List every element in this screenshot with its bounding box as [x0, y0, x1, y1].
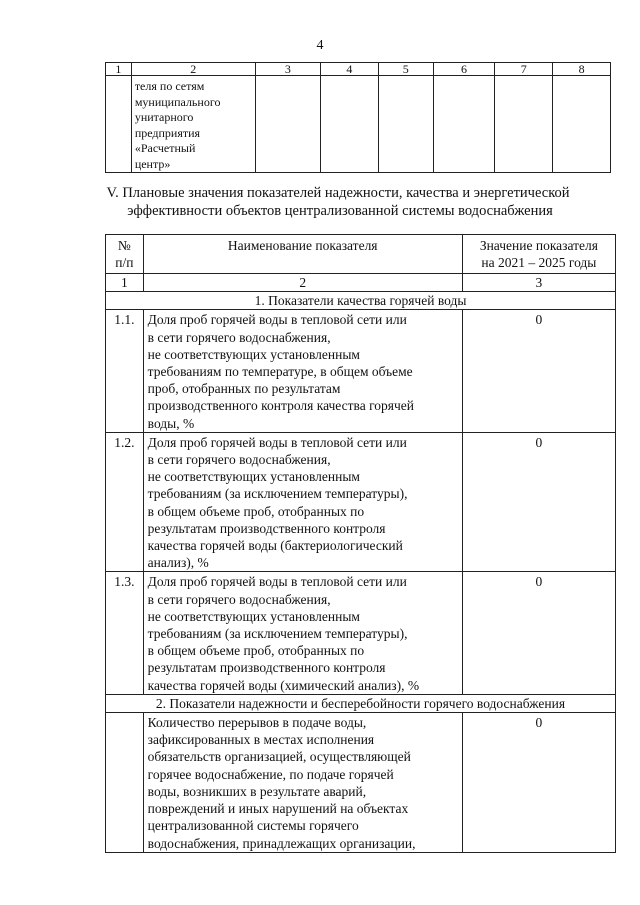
col-number-1: 1: [106, 63, 132, 76]
indicator-name-line: воды, %: [147, 415, 195, 431]
header-value-line-1: Значение показателя: [479, 238, 598, 253]
indicators-table: [105, 234, 616, 853]
indicator-name-line: не соответствующих установленным: [147, 608, 360, 624]
header-num: [106, 235, 144, 274]
col-number-4: 4: [320, 63, 378, 76]
org-line: центр»: [134, 156, 171, 171]
org-line: унитарного: [134, 110, 194, 124]
indicator-name-line: обязательств организацией, осуществляющей: [147, 749, 411, 765]
indicator-name-line: в сети горячего водоснабжения,: [147, 329, 331, 345]
index-cell-3: 3: [462, 274, 615, 292]
group-row: [106, 694, 616, 712]
indicator-number: [106, 713, 144, 853]
group-1-items: [106, 310, 616, 694]
page-number: 4: [316, 38, 324, 53]
section-title-line-2: эффективности объектов централизованной системы водоснабжения: [127, 203, 553, 219]
indicator-name: [143, 310, 462, 432]
indicator-name-line: повреждений и иных нарушений на объектах: [147, 801, 409, 817]
cont-cell-7: [495, 76, 553, 173]
indicator-name-line: в общем объеме проб, отобранных по: [147, 503, 365, 519]
indicator-name-line: не соответствующих установленным: [147, 346, 360, 362]
index-cell-2: 2: [143, 274, 462, 292]
indicator-name-line: Доля проб горячей воды в тепловой сети или: [147, 312, 407, 328]
table-row: [106, 572, 616, 694]
indicator-name-line: требованиям по температуре, в общем объеме: [147, 364, 413, 380]
cont-cell-4: [320, 76, 378, 173]
section-title: [0, 184, 640, 220]
indicator-name-line: результатам производственного контроля: [147, 520, 386, 536]
indicator-name: [143, 713, 462, 853]
indicator-value: 0: [462, 432, 615, 572]
indicator-name-line: производственного контроля качества горячей: [147, 398, 415, 414]
indicator-name-line: в сети горячего водоснабжения,: [147, 591, 331, 607]
indicator-name-line: качества горячей воды (бактериологический: [147, 538, 403, 554]
col-number-6: 6: [433, 63, 495, 76]
indicator-number: 1.2.: [106, 432, 144, 572]
indicator-name-line: в сети горячего водоснабжения,: [147, 452, 331, 468]
indicator-name-line: не соответствующих установленным: [147, 469, 360, 485]
indicator-name-line: Доля проб горячей воды в тепловой сети или: [147, 434, 407, 450]
column-number-row: [106, 63, 611, 76]
index-cell-1: 1: [106, 274, 144, 292]
group-row: [106, 292, 616, 310]
indicator-name-line: горячее водоснабжение, по подаче горячей: [147, 766, 394, 782]
indicator-name-line: Доля проб горячей воды в тепловой сети или: [147, 574, 407, 590]
org-line: «Расчетный: [134, 141, 196, 155]
group-2-title: 2. Показатели надежности и бесперебойности горячего водоснабжения: [106, 694, 616, 712]
table-row: [106, 310, 616, 432]
group-2-items: [106, 713, 616, 853]
indicator-value: 0: [462, 310, 615, 432]
indicator-name: [143, 572, 462, 694]
indicator-name-line: Количество перерывов в подаче воды,: [147, 715, 367, 731]
col-number-3: 3: [255, 63, 320, 76]
indicator-name-line: водоснабжения, принадлежащих организации,: [147, 835, 416, 851]
indicator-name: [143, 432, 462, 572]
indicator-name-line: качества горячей воды (химический анализ), %: [147, 677, 420, 693]
org-name-cell: [131, 76, 255, 173]
header-name: Наименование показателя: [143, 235, 462, 274]
cont-cell-8: [553, 76, 611, 173]
org-line: муниципального: [134, 94, 221, 109]
indicator-value: 0: [462, 713, 615, 853]
col-number-2: 2: [131, 63, 255, 76]
table-header-row: [106, 235, 616, 274]
table-row: [106, 432, 616, 572]
header-num-line-2: п/п: [115, 255, 134, 271]
continuation-row: [106, 76, 611, 173]
indicator-value: 0: [462, 572, 615, 694]
cont-cell-5: [378, 76, 433, 173]
col-number-5: 5: [378, 63, 433, 76]
org-line: предприятия: [134, 125, 201, 140]
cont-cell-1: [106, 76, 132, 173]
cont-cell-3: [255, 76, 320, 173]
section-title-line-1: V. Плановые значения показателей надежности, качества и энергетической: [106, 185, 570, 201]
cont-cell-6: [433, 76, 495, 173]
indicator-name-line: централизованной системы горячего: [147, 818, 359, 834]
col-number-8: 8: [553, 63, 611, 76]
header-value-line-2: на 2021 – 2025 годы: [481, 255, 597, 271]
continuation-table: [105, 62, 611, 173]
group-1-title: 1. Показатели качества горячей воды: [106, 292, 616, 310]
col-number-7: 7: [495, 63, 553, 76]
indicator-name-line: в общем объеме проб, отобранных по: [147, 643, 365, 659]
indicator-name-line: требованиям (за исключением температуры),: [147, 626, 408, 642]
indicator-name-line: проб, отобранных по результатам: [147, 381, 341, 397]
index-row: [106, 274, 616, 292]
indicator-number: 1.1.: [106, 310, 144, 432]
indicator-name-line: воды, возникших в результате аварий,: [147, 783, 367, 799]
indicator-name-line: анализ), %: [147, 555, 209, 571]
indicator-number: 1.3.: [106, 572, 144, 694]
header-num-line-1: №: [117, 238, 131, 253]
indicator-name-line: результатам производственного контроля: [147, 660, 386, 676]
header-value: [462, 235, 615, 274]
org-line: теля по сетям: [134, 79, 205, 93]
indicator-name-line: зафиксированных в местах исполнения: [147, 732, 375, 748]
table-row: [106, 713, 616, 853]
indicator-name-line: требованиям (за исключением температуры),: [147, 486, 408, 502]
